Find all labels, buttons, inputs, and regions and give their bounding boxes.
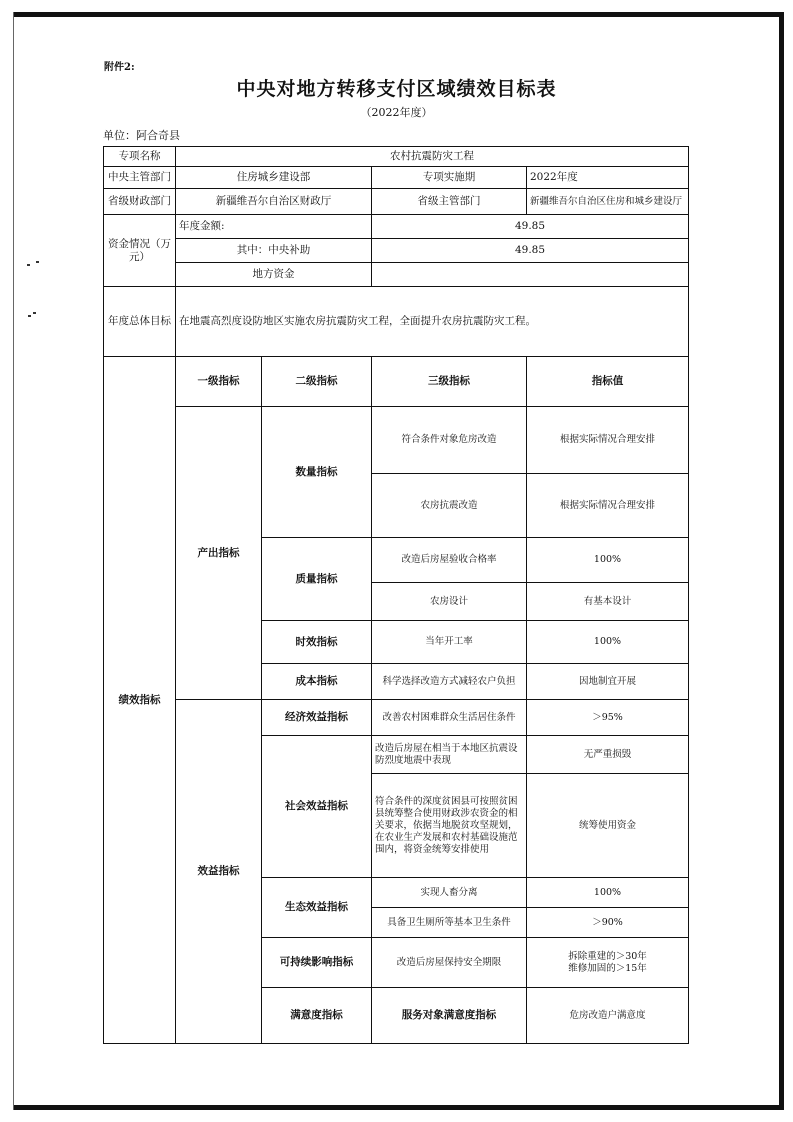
indicator-name: 改造后房屋保持安全期限: [372, 938, 527, 988]
table-row: [104, 263, 689, 287]
central-dept-label: 中央主管部门: [104, 167, 176, 189]
page-title: 中央对地方转移支付区域绩效目标表: [236, 78, 557, 100]
scan-speck: [33, 312, 36, 314]
col-level3-header: 三级指标: [372, 357, 527, 407]
funds-label: 资金情况（万元）: [104, 215, 176, 287]
indicator-value: [527, 938, 689, 988]
indicator-value: 因地制宜开展: [527, 664, 689, 700]
indicator-value: 统筹使用资金: [527, 774, 689, 878]
indicator-name: 实现人畜分离: [372, 878, 527, 908]
cost-indicator-label: 成本指标: [262, 664, 372, 700]
table-row: [104, 407, 689, 474]
table-row: [104, 189, 689, 215]
scan-frame-top: [13, 12, 784, 17]
goal-value: 在地震高烈度设防地区实施农房抗震防灾工程，全面提升农房抗震防灾工程。: [176, 287, 689, 357]
table-row: [104, 147, 689, 167]
central-subsidy-label: 其中：中央补助: [176, 239, 372, 263]
local-funds-label: 地方资金: [176, 263, 372, 287]
indicator-value: 根据实际情况合理安排: [527, 407, 689, 474]
scan-speck: [36, 261, 39, 263]
quantity-indicator-label: 数量指标: [262, 407, 372, 538]
indicator-value: ＞95%: [527, 700, 689, 736]
timeliness-indicator-label: 时效指标: [262, 621, 372, 664]
indicator-value-line: 维修加固的＞15年: [568, 962, 647, 974]
scan-frame-bottom: [13, 1105, 784, 1110]
unit-label: 单位：阿合奇县: [103, 129, 180, 142]
indicator-name: 农房设计: [372, 583, 527, 621]
central-subsidy-value: 49.85: [372, 239, 689, 263]
table-row: [104, 287, 689, 357]
period-label: 专项实施期: [372, 167, 527, 189]
central-dept-value: 住房城乡建设部: [176, 167, 372, 189]
indicator-name: 科学选择改造方式减轻农户负担: [372, 664, 527, 700]
indicator-value: 根据实际情况合理安排: [527, 474, 689, 538]
scan-speck: [28, 315, 31, 317]
indicator-name: 符合条件对象危房改造: [372, 407, 527, 474]
scan-frame-right: [779, 12, 784, 1110]
indicators-section-label: 绩效指标: [104, 357, 176, 1044]
ecological-indicator-label: 生态效益指标: [262, 878, 372, 938]
scan-frame-left: [13, 12, 14, 1110]
col-level1-header: 一级指标: [176, 357, 262, 407]
indicator-name: 改造后房屋验收合格率: [372, 538, 527, 583]
indicator-name: 危房改造户满意度: [527, 988, 689, 1044]
col-value-header: 指标值: [527, 357, 689, 407]
performance-target-table: [103, 146, 689, 1044]
table-row: [104, 215, 689, 239]
indicator-value: 100%: [527, 538, 689, 583]
indicator-name: 符合条件的深度贫困县可按照贫困县统筹整合使用财政涉农资金的相关要求，依据当地脱贫攻坚规划，在农业生产发展和农村基础设施范围内，将资金统筹安排使用: [372, 774, 527, 878]
prov-finance-value: 新疆维吾尔自治区财政厅: [176, 189, 372, 215]
table-row: [104, 239, 689, 263]
satisfaction-indicator-label: 满意度指标: [262, 988, 372, 1044]
indicator-name: 改善农村困难群众生活居住条件: [372, 700, 527, 736]
quality-indicator-label: 质量指标: [262, 538, 372, 621]
annual-amount-value: 49.85: [372, 215, 689, 239]
year-subtitle: （2022年度）: [360, 106, 433, 119]
prov-dept-label: 省级主管部门: [372, 189, 527, 215]
indicator-value: 100%: [527, 621, 689, 664]
attachment-label: 附件2:: [104, 62, 135, 73]
service-satisfaction-label: 服务对象满意度指标: [372, 988, 527, 1044]
economic-indicator-label: 经济效益指标: [262, 700, 372, 736]
goal-label: 年度总体目标: [104, 287, 176, 357]
output-indicator-label: 产出指标: [176, 407, 262, 700]
table-row: [104, 700, 689, 736]
indicator-value-line: 拆除重建的＞30年: [568, 950, 647, 962]
indicator-value: 无严重损毁: [527, 736, 689, 774]
project-name-label: 专项名称: [104, 147, 176, 167]
scan-speck: [27, 264, 30, 266]
benefit-indicator-label: 效益指标: [176, 700, 262, 1044]
sustainability-indicator-label: 可持续影响指标: [262, 938, 372, 988]
project-name-value: 农村抗震防灾工程: [176, 147, 689, 167]
table-row: [104, 167, 689, 189]
indicator-name: 改造后房屋在相当于本地区抗震设防烈度地震中表现: [372, 736, 527, 774]
local-funds-value: [372, 263, 689, 287]
indicator-name: 农房抗震改造: [372, 474, 527, 538]
social-indicator-label: 社会效益指标: [262, 736, 372, 878]
indicator-value: ＞90%: [527, 908, 689, 938]
table-row: [104, 357, 689, 407]
col-level2-header: 二级指标: [262, 357, 372, 407]
prov-finance-label: 省级财政部门: [104, 189, 176, 215]
annual-amount-label: 年度金额:: [176, 215, 372, 239]
prov-dept-value: 新疆维吾尔自治区住房和城乡建设厅: [527, 189, 689, 215]
indicator-name: 具备卫生厕所等基本卫生条件: [372, 908, 527, 938]
indicator-value: 100%: [527, 878, 689, 908]
indicator-name: 当年开工率: [372, 621, 527, 664]
indicator-value: 有基本设计: [527, 583, 689, 621]
period-value: 2022年度: [527, 167, 689, 189]
